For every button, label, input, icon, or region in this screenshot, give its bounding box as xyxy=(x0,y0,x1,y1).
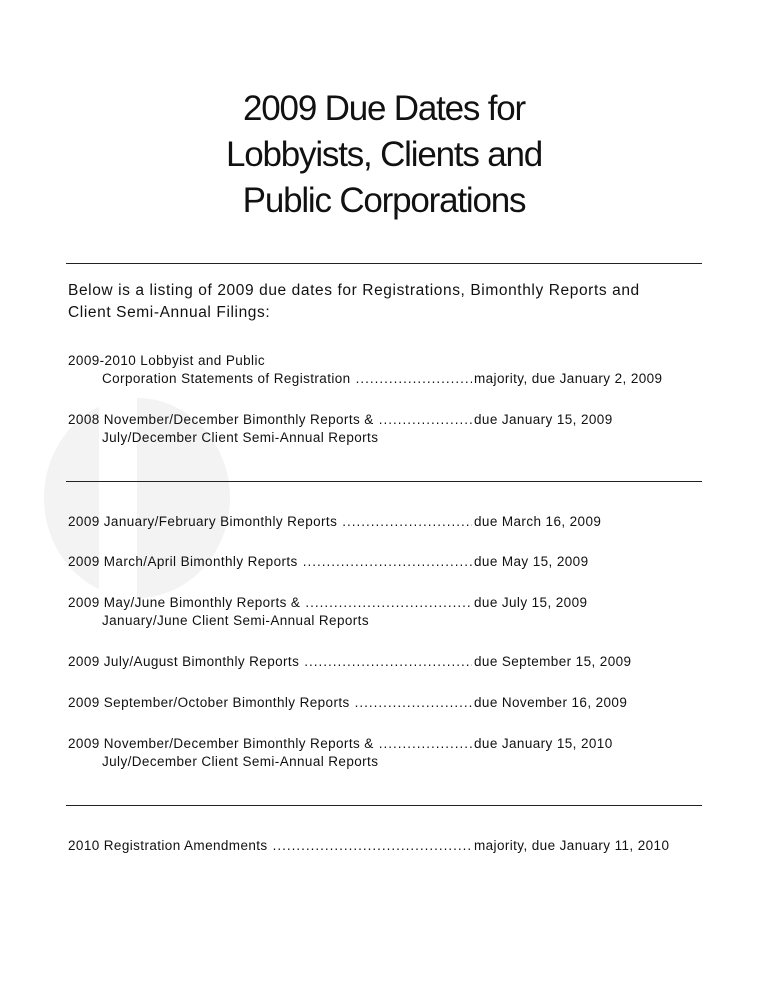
divider xyxy=(66,263,702,264)
entry-label: 2009 March/April Bimonthly Reports xyxy=(68,554,298,569)
entry-label: 2009 November/December Bimonthly Reports & xyxy=(68,736,374,751)
due-date-entry xyxy=(68,352,708,388)
due-date-entry xyxy=(68,594,708,630)
divider xyxy=(66,481,702,482)
dot-leader xyxy=(379,735,472,753)
due-date-entry xyxy=(68,513,708,531)
due-date: due May 15, 2009 xyxy=(474,554,589,569)
entry-label: 2009 September/October Bimonthly Reports xyxy=(68,695,350,710)
entry-label: 2009 May/June Bimonthly Reports & xyxy=(68,595,301,610)
title-line: Lobbyists, Clients and xyxy=(225,135,542,174)
document-title xyxy=(0,86,768,224)
title-line: 2009 Due Dates for xyxy=(243,89,525,128)
due-date: due January 15, 2009 xyxy=(474,412,613,427)
due-date: due November 16, 2009 xyxy=(474,695,628,710)
entry-label: July/December Client Semi-Annual Reports xyxy=(102,754,379,769)
dot-leader xyxy=(342,513,472,531)
dot-leader xyxy=(303,553,472,571)
divider xyxy=(66,805,702,806)
title-line: Public Corporations xyxy=(242,181,526,220)
dot-leader xyxy=(304,653,472,671)
due-date: due September 15, 2009 xyxy=(474,654,632,669)
intro-line: Client Semi-Annual Filings: xyxy=(68,304,271,321)
entry-label: July/December Client Semi-Annual Reports xyxy=(102,430,379,445)
due-date: due January 15, 2010 xyxy=(474,736,613,751)
due-date-entry xyxy=(68,553,708,571)
dot-leader xyxy=(305,594,472,612)
due-date-entry xyxy=(68,735,708,771)
entry-label: 2009-2010 Lobbyist and Public xyxy=(68,353,265,368)
intro-paragraph xyxy=(68,280,708,324)
entry-label: Corporation Statements of Registration xyxy=(102,371,351,386)
entry-label: January/June Client Semi-Annual Reports xyxy=(102,613,369,628)
due-date-entry xyxy=(68,694,708,712)
due-date: due March 16, 2009 xyxy=(474,514,602,529)
dot-leader xyxy=(273,837,472,855)
entry-label: 2008 November/December Bimonthly Reports & xyxy=(68,412,374,427)
dot-leader xyxy=(379,411,472,429)
dot-leader xyxy=(356,370,472,388)
due-date-entry xyxy=(68,411,708,447)
due-date: majority, due January 11, 2010 xyxy=(474,838,670,853)
intro-line: Below is a listing of 2009 due dates for Registrations, Bimonthly Reports and xyxy=(68,282,640,299)
due-date-entry xyxy=(68,837,708,855)
entry-label: 2010 Registration Amendments xyxy=(68,838,268,853)
entry-label: 2009 January/February Bimonthly Reports xyxy=(68,514,338,529)
due-date-entry xyxy=(68,653,708,671)
due-date: majority, due January 2, 2009 xyxy=(474,371,663,386)
entry-label: 2009 July/August Bimonthly Reports xyxy=(68,654,300,669)
dot-leader xyxy=(355,694,472,712)
due-date: due July 15, 2009 xyxy=(474,595,588,610)
